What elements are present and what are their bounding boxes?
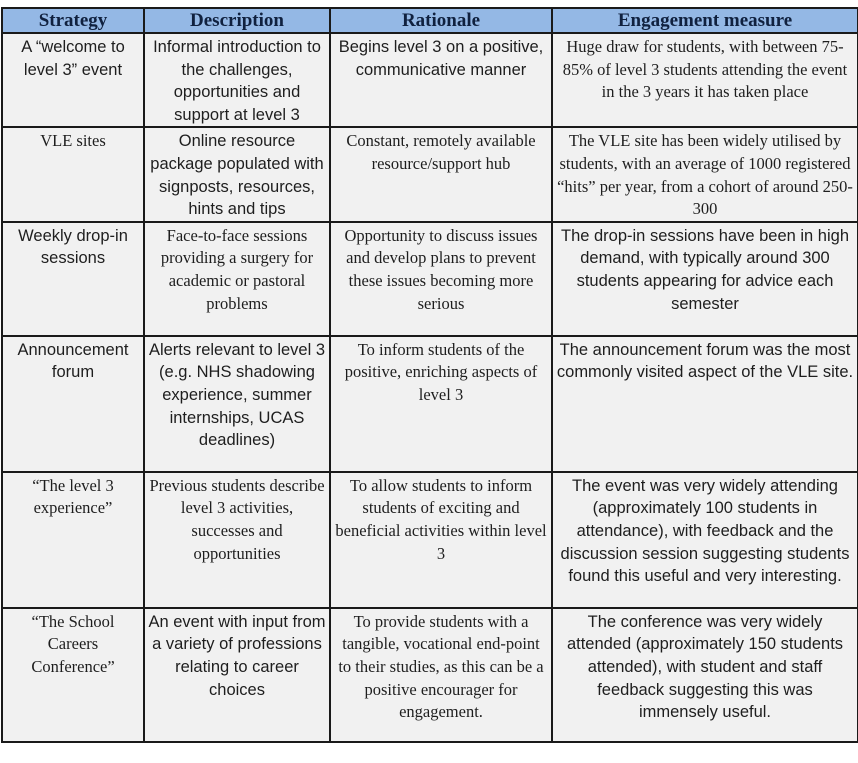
cell-strategy: VLE sites [2, 127, 144, 221]
cell-engagement: The VLE site has been widely utilised by students, with an average of 1000 registered “hits” per year, from a cohort of around 250-300 [552, 127, 858, 221]
header-engagement-measure: Engagement measure [552, 8, 858, 33]
cell-rationale: Constant, remotely available resource/support hub [330, 127, 552, 221]
cell-strategy: “The School Careers Conference” [2, 608, 144, 742]
header-strategy: Strategy [2, 8, 144, 33]
cell-rationale: Begins level 3 on a positive, communicative manner [330, 33, 552, 127]
cell-description: An event with input from a variety of professions relating to career choices [144, 608, 330, 742]
table-row [2, 608, 858, 742]
cell-rationale: To inform students of the positive, enriching aspects of level 3 [330, 336, 552, 472]
cell-description: Previous students describe level 3 activities, successes and opportunities [144, 472, 330, 608]
header-description: Description [144, 8, 330, 33]
cell-strategy: “The level 3 experience” [2, 472, 144, 608]
cell-rationale: To provide students with a tangible, vocational end-point to their studies, as this can be a positive encourager for engagement. [330, 608, 552, 742]
cell-engagement: Huge draw for students, with between 75-85% of level 3 students attending the event in the 3 years it has taken place [552, 33, 858, 127]
cell-rationale: Opportunity to discuss issues and develop plans to prevent these issues becoming more serious [330, 222, 552, 336]
cell-engagement: The announcement forum was the most commonly visited aspect of the VLE site. [552, 336, 858, 472]
cell-engagement: The drop-in sessions have been in high demand, with typically around 300 students appearing for advice each semester [552, 222, 858, 336]
cell-engagement: The event was very widely attending (approximately 100 students in attendance), with feedback and the discussion session suggesting students found this useful and very interesting. [552, 472, 858, 608]
cell-strategy: Announcement forum [2, 336, 144, 472]
table-row [2, 222, 858, 336]
header-row [2, 8, 858, 33]
strategy-table [1, 7, 858, 743]
cell-description: Face-to-face sessions providing a surgery for academic or pastoral problems [144, 222, 330, 336]
cell-strategy: A “welcome to level 3” event [2, 33, 144, 127]
table-row [2, 127, 858, 221]
header-rationale: Rationale [330, 8, 552, 33]
table-row [2, 336, 858, 472]
cell-description: Informal introduction to the challenges, opportunities and support at level 3 [144, 33, 330, 127]
cell-strategy: Weekly drop-in sessions [2, 222, 144, 336]
cell-engagement: The conference was very widely attended (approximately 150 students attended), with student and staff feedback suggesting this was immensely useful. [552, 608, 858, 742]
cell-description: Online resource package populated with signposts, resources, hints and tips [144, 127, 330, 221]
cell-description: Alerts relevant to level 3 (e.g. NHS shadowing experience, summer internships, UCAS deadlines) [144, 336, 330, 472]
cell-rationale: To allow students to inform students of exciting and beneficial activities within level 3 [330, 472, 552, 608]
table-row [2, 33, 858, 127]
table-row [2, 472, 858, 608]
